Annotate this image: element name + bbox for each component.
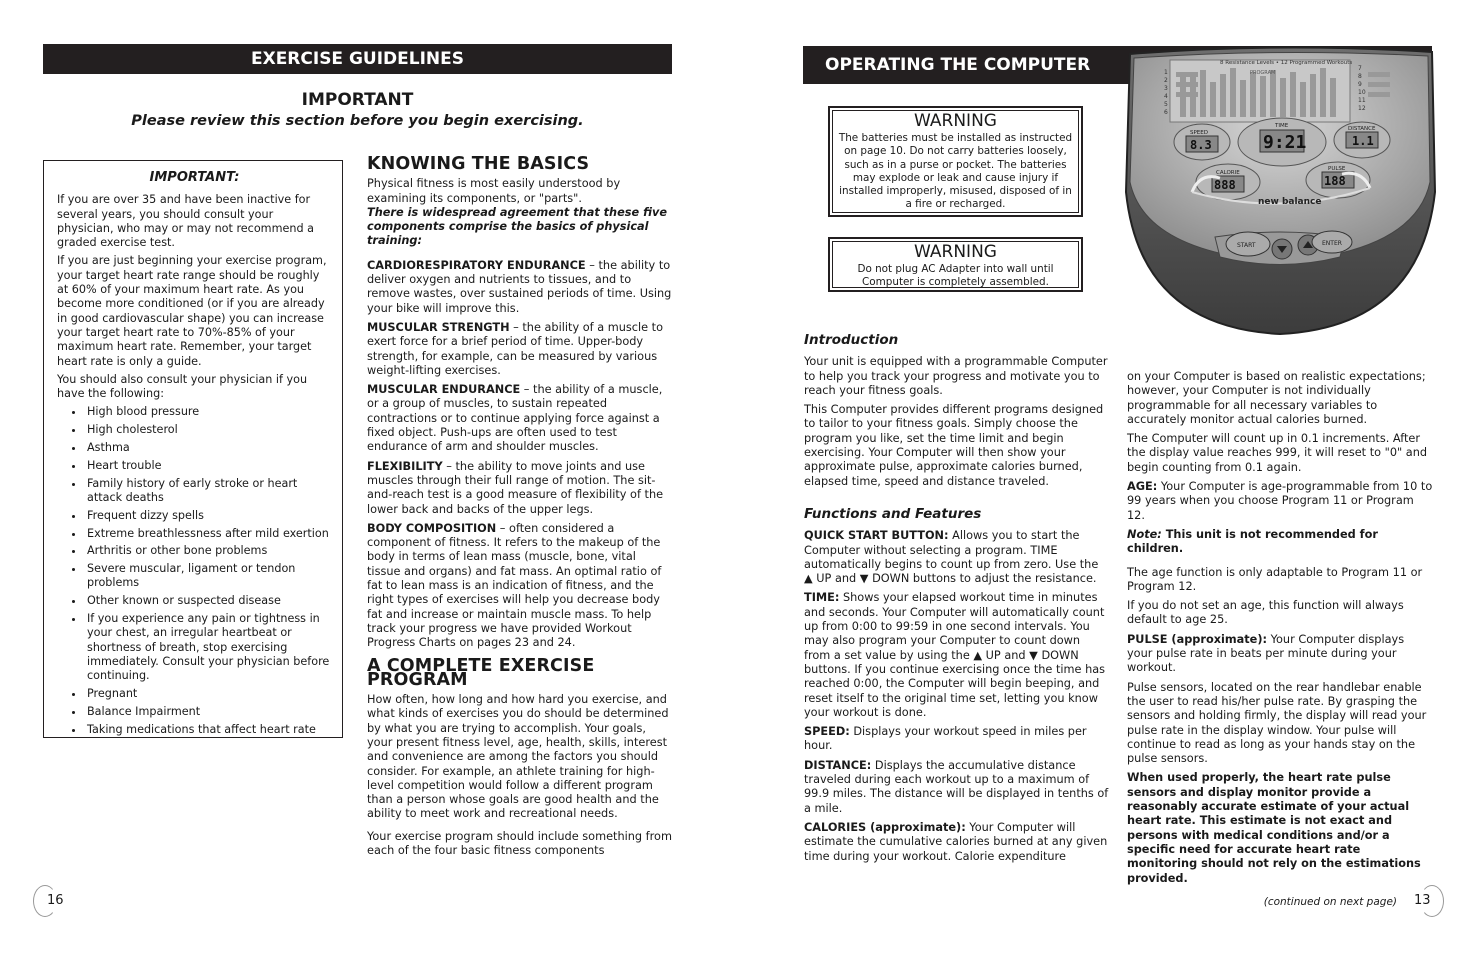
console-distance-value: 1.1 (1352, 134, 1374, 148)
right-column-2 (1127, 370, 1433, 914)
console-time-label: TIME (1275, 123, 1289, 129)
speed-paragraph (804, 725, 1109, 754)
console-num: 11 (1358, 97, 1366, 104)
time-term: TIME: (804, 591, 840, 605)
right-column-1 (804, 333, 1109, 869)
warning-text: Do not plug AC Adapter into wall until Computer is completely assembled. (857, 263, 1054, 289)
list-item: • Taking medications that affect heart rate (85, 723, 332, 737)
list-item: • Arthritis or other bone problems (85, 544, 332, 558)
right-banner: OPERATING THE COMPUTER (803, 46, 1432, 84)
console-num: 2 (1164, 77, 1168, 84)
time-paragraph (804, 591, 1109, 720)
calories-term: CALORIES (approximate): (804, 820, 966, 834)
console-pulse-value: 188 (1324, 174, 1346, 188)
pulse-paragraph (1127, 633, 1433, 676)
list-item: • Frequent dizzy spells (85, 509, 332, 523)
console-num: 7 (1358, 65, 1362, 72)
page-number-left: 16 (47, 893, 64, 908)
important-p1: If you are over 35 and have been inactive for several years, you should consult your physician, who may or may not recommend a graded exercise test. (57, 193, 314, 250)
cardio-text: – the ability to deliver oxygen and nutrients to tissues, and to remove wastes, over sustained periods of time. Using your bike will improve this. (367, 258, 672, 315)
console-time-value: 9:21 (1263, 132, 1307, 153)
list-item: • High cholesterol (85, 423, 332, 437)
pulse-text: Your Computer displays your pulse rate in beats per minute during your workout. (1127, 632, 1405, 675)
console-num: 1 (1164, 69, 1168, 76)
battery-warning-box (828, 106, 1083, 217)
intro-p1: Your unit is equipped with a programmable Computer to help you track your progress and motivate you to reach your fitness goals. (804, 355, 1108, 397)
console-num: 10 (1358, 89, 1366, 96)
note-text: This unit is not recommended for children. (1127, 527, 1378, 556)
console-num: 3 (1164, 85, 1168, 92)
important-box-heading: IMPORTANT: (149, 170, 240, 185)
note-term: Note: (1127, 527, 1162, 541)
strength-text: – the ability of a muscle to exert force for a brief period of time. Upper-body strength, for example, can be measured by various weight-lifting exercises. (367, 320, 663, 377)
calorie-continued: on your Computer is based on realistic expectations; however, your Computer is not individually programmable for all necessary variables to accurately monitor actual calories burned. (1127, 370, 1426, 426)
list-item: • Other known or suspected disease (85, 594, 332, 608)
console-speed-label: SPEED (1190, 130, 1208, 136)
endurance-text: – the ability of a muscle, or a group of muscles, to sustain repeated contractions or to continue applying force against a fixed object. Push-ups are often used to test endurance of arm and shoulder muscles. (367, 383, 663, 454)
important-subtitle: Please review this section before you begin exercising. (131, 113, 584, 129)
list-item: • Severe muscular, ligament or tendon problems (85, 562, 332, 591)
list-item: • Asthma (85, 441, 332, 455)
condition-list (57, 405, 332, 736)
quick-start-paragraph (804, 529, 1109, 586)
list-item: • Pregnant (85, 687, 332, 701)
note-paragraph (1127, 528, 1433, 557)
cardio-paragraph (367, 259, 672, 316)
body-composition-paragraph (367, 522, 672, 651)
important-p2: If you are just beginning your exercise program, your target heart rate range should be roughly at 60% of your maximum heart rate. As you become more conditioned (or if you are already in good cardiovascular shape) you can increase your target heart rate to 70%-85% of your maximum heart rate. Remember, your target heart rate is only a guide. (57, 254, 327, 368)
program-p2: Your exercise program should include something from each of the four basic fitness components (367, 829, 672, 858)
console-num: 12 (1358, 105, 1366, 112)
time-text: Shows your elapsed workout time in minutes and seconds. Your Computer will automatically count up from 0:00 to 99:59 in one second intervals. You may also program your Computer to count down from a set value by using the ▲ UP and ▼ DOWN buttons. If you continue exercising once the time has reached 0:00, the Computer will begin beeping, and reset itself to the original time set, letting you know your workout is done. (804, 591, 1106, 719)
intro-p2: This Computer provides different programs designed to tailor to your fitness goals. Simply choose the program you like, set the time limit and begin exercising. Your Computer will then show your approximate pulse, approximate calories burned, elapsed time, speed and distance traveled. (804, 403, 1104, 488)
pulse-warning-paragraph: When used properly, the heart rate pulse sensors and display monitor provide a reasonably accurate estimate of your actual heart rate. This estimate is not exact and persons with medical conditions and/or a specific need for accurate heart rate monitoring should not rely on the estimations provided. (1127, 771, 1421, 885)
left-banner: EXERCISE GUIDELINES (43, 44, 672, 74)
basics-column (367, 154, 672, 863)
basics-intro: Physical fitness is most easily understood by examining its components, or "parts". (367, 177, 621, 205)
console-num: 9 (1358, 81, 1362, 88)
console-distance-label: DISTANCE (1348, 126, 1376, 132)
list-item: • Heart trouble (85, 459, 332, 473)
age-text: Your Computer is age-programmable from 10 to 99 years when you choose Program 11 or Program 12. (1127, 480, 1433, 522)
calories-text: Your Computer will estimate the cumulative calories burned at any given time during your workout. Calorie expenditure (804, 820, 1108, 863)
calories-paragraph (804, 821, 1109, 864)
list-item: • Family history of early stroke or heart attack deaths (85, 477, 332, 506)
program-heading: A COMPLETE EXERCISE PROGRAM (367, 655, 595, 690)
important-title: IMPORTANT (301, 90, 414, 110)
increment-paragraph: The Computer will count up in 0.1 increments. After the display value reaches 999, it will reset to "0" and begin counting from 0.1 again. (1127, 432, 1428, 474)
list-item: • Extreme breathlessness after mild exertion (85, 527, 332, 541)
warning-text: The batteries must be installed as instructed on page 10. Do not carry batteries loosely, such as in a purse or pocket. The batteries may explode or leak and cause injury if installed improperly, misused, disposed of in a fire or recharged. (838, 132, 1073, 211)
list-item: • Balance Impairment (85, 705, 332, 719)
list-item: • High blood pressure (85, 405, 332, 419)
pulse-sensors-paragraph: Pulse sensors, located on the rear handlebar enable the user to read his/her pulse rate. By grasping the sensors and holding firmly, the display will read your pulse rate in the display window. Your pulse will continue to read as long as your hands stay on the pulse sensors. (1127, 680, 1427, 766)
console-num: 5 (1164, 101, 1168, 108)
endurance-paragraph (367, 383, 672, 454)
speed-term: SPEED: (804, 725, 850, 739)
age-default-paragraph: If you do not set an age, this function will always default to age 25. (1127, 599, 1404, 627)
flexibility-text: – the ability to move joints and use muscles through their full range of motion. The sit-and-reach test is a good measure of flexibility of the lower back and backs of the upper legs. (367, 459, 664, 516)
adapter-warning-box (828, 237, 1083, 292)
distance-term: DISTANCE: (804, 758, 872, 772)
pulse-term: PULSE (approximate): (1127, 632, 1268, 646)
age-term: AGE: (1127, 480, 1158, 494)
console-calorie-label: CALORIE (1216, 170, 1240, 176)
console-num: 8 (1358, 73, 1362, 80)
console-pulse-label: PULSE (1328, 166, 1346, 172)
age-adaptable-paragraph: The age function is only adaptable to Program 11 or Program 12. (1127, 565, 1423, 593)
console-num: 6 (1164, 109, 1168, 116)
important-p3: You should also consult your physician if you have the following: (57, 372, 308, 401)
console-calorie-value: 888 (1214, 178, 1236, 192)
console-brand: new balance (1258, 197, 1322, 207)
warning-title: WARNING (914, 111, 997, 131)
console-speed-value: 8.3 (1190, 138, 1212, 152)
body-composition-text: – often considered a component of fitness. It refers to the makeup of the body in terms of lean mass (muscle, bone, vital tissue and organs) and fat mass. An optimal ratio of fat to lean mass is an indication of fitness, and the right types of exercises will help you decrease body fat and increase or maintain muscle mass. To help track your progress we have provided Workout Progress Charts on pages 23 and 24. (367, 521, 662, 650)
distance-text: Displays the accumulative distance traveled during each workout up to a maximum of 99.9 miles. The distance will be displayed in tenths of a mile. (804, 758, 1109, 815)
console-illustration (1120, 42, 1440, 342)
quick-start-text: Allows you to start the Computer without selecting a program. TIME automatically begins to count up from zero. Use the ▲ UP and ▼ DOWN buttons to adjust the resistance. (804, 529, 1099, 586)
console-top-label: 8 Resistance Levels • 12 Programmed Workouts (1220, 60, 1353, 66)
list-item: • If you experience any pain or tightness in your chest, an irregular heartbeat or shortness of breath, stop exercising immediately. Consult your physician before continuing. (85, 612, 332, 683)
page-number-right: 13 (1414, 893, 1431, 908)
introduction-heading: Introduction (804, 332, 899, 348)
basics-heading: KNOWING THE BASICS (367, 154, 590, 174)
enter-button-label: ENTER (1322, 240, 1342, 247)
strength-term: MUSCULAR STRENGTH (367, 320, 510, 334)
important-box (43, 160, 343, 738)
functions-heading: Functions and Features (804, 505, 982, 522)
speed-text: Displays your workout speed in miles per hour. (804, 725, 1087, 753)
body-composition-term: BODY COMPOSITION (367, 521, 497, 535)
computer-console-image (1120, 42, 1440, 342)
flexibility-paragraph (367, 460, 672, 517)
age-paragraph (1127, 480, 1433, 523)
warning-title: WARNING (914, 242, 997, 262)
distance-paragraph (804, 759, 1109, 816)
continued-note: (continued on next page) (1263, 895, 1397, 908)
flexibility-term: FLEXIBILITY (367, 459, 443, 473)
endurance-term: MUSCULAR ENDURANCE (367, 383, 521, 397)
cardio-term: CARDIORESPIRATORY ENDURANCE (367, 258, 586, 272)
console-num: 4 (1164, 93, 1168, 100)
program-p1: How often, how long and how hard you exercise, and what kinds of exercises you do should be determined by what you are trying to accomplish. Your goals, your present fitness level, age, health, skills, interest and convenience are among the factors you should consider. For example, an athlete training for high-level competition would follow a different program than a person whose goals are good health and the ability to meet work and recreational needs. (367, 693, 669, 821)
console-program-label: PROGRAM (1250, 70, 1276, 76)
strength-paragraph (367, 321, 672, 378)
start-button-label: START (1237, 242, 1256, 249)
quick-start-term: QUICK START BUTTON: (804, 529, 949, 543)
basics-intro-bold: There is widespread agreement that these five components comprise the basics of physical training: (367, 205, 668, 248)
